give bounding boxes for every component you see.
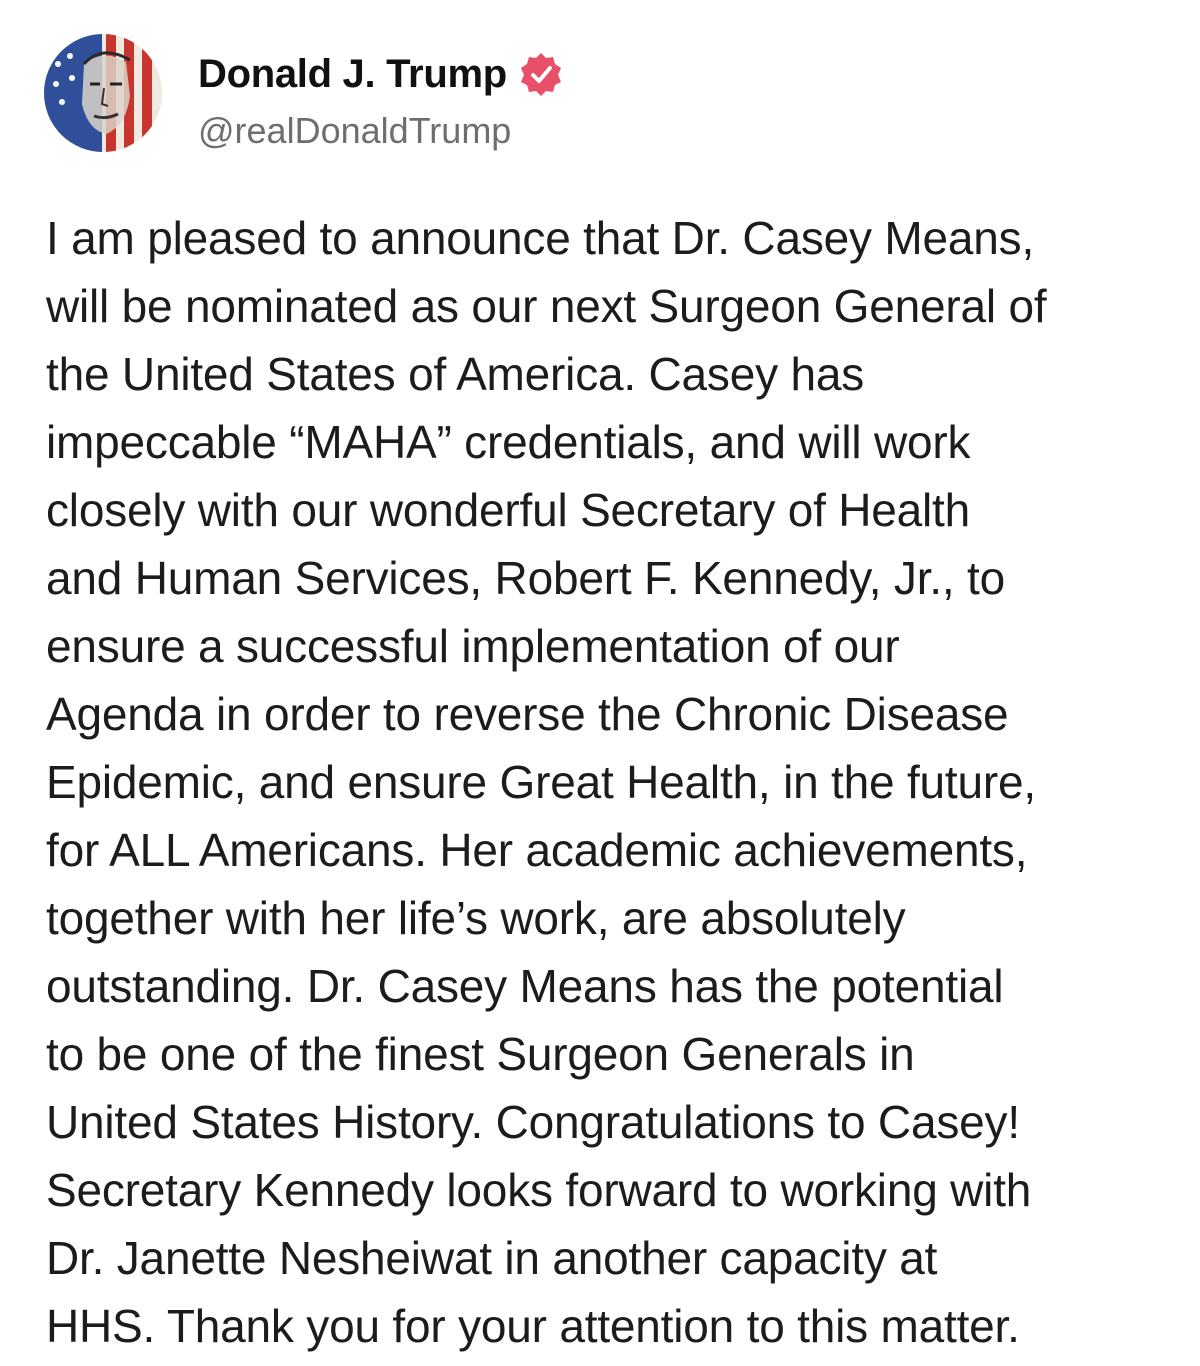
post-body-line: the United States of America. Casey has [46,348,865,400]
verified-badge-icon [517,50,565,98]
post-body-line: together with her life’s work, are absolutely [46,892,906,944]
author-display-name[interactable]: Donald J. Trump [198,51,507,96]
post-body-line: closely with our wonderful Secretary of Health [46,484,971,536]
post-body-line: to be one of the finest Surgeon Generals in [46,1028,915,1080]
post-body-line: impeccable “MAHA” credentials, and will work [46,416,971,468]
post-body-line: Dr. Janette Nesheiwat in another capacity at [46,1232,938,1284]
post-body-line: for ALL Americans. Her academic achievements, [46,824,1028,876]
post-body-line: Epidemic, and ensure Great Health, in the future, [46,756,1036,808]
post-body-line: Secretary Kennedy looks forward to working with [46,1164,1032,1216]
post-body-line: ensure a successful implementation of our [46,620,900,672]
post-body-line: and Human Services, Robert F. Kennedy, Jr., to [46,552,1005,604]
post-body [46,204,1186,1360]
author-name-row [198,46,565,102]
avatar[interactable] [44,34,162,152]
post-body-line: United States History. Congratulations to Casey! [46,1096,1020,1148]
post-body-line: will be nominated as our next Surgeon General of [46,280,1047,332]
post-body-line: I am pleased to announce that Dr. Casey Means, [46,212,1035,264]
post-body-line: outstanding. Dr. Casey Means has the potential [46,960,1004,1012]
post-header [44,34,1144,154]
post-body-line: HHS. Thank you for your attention to this matter. [46,1300,1020,1352]
post-body-line: Agenda in order to reverse the Chronic Disease [46,688,1009,740]
author-handle[interactable]: @realDonaldTrump [198,110,512,151]
